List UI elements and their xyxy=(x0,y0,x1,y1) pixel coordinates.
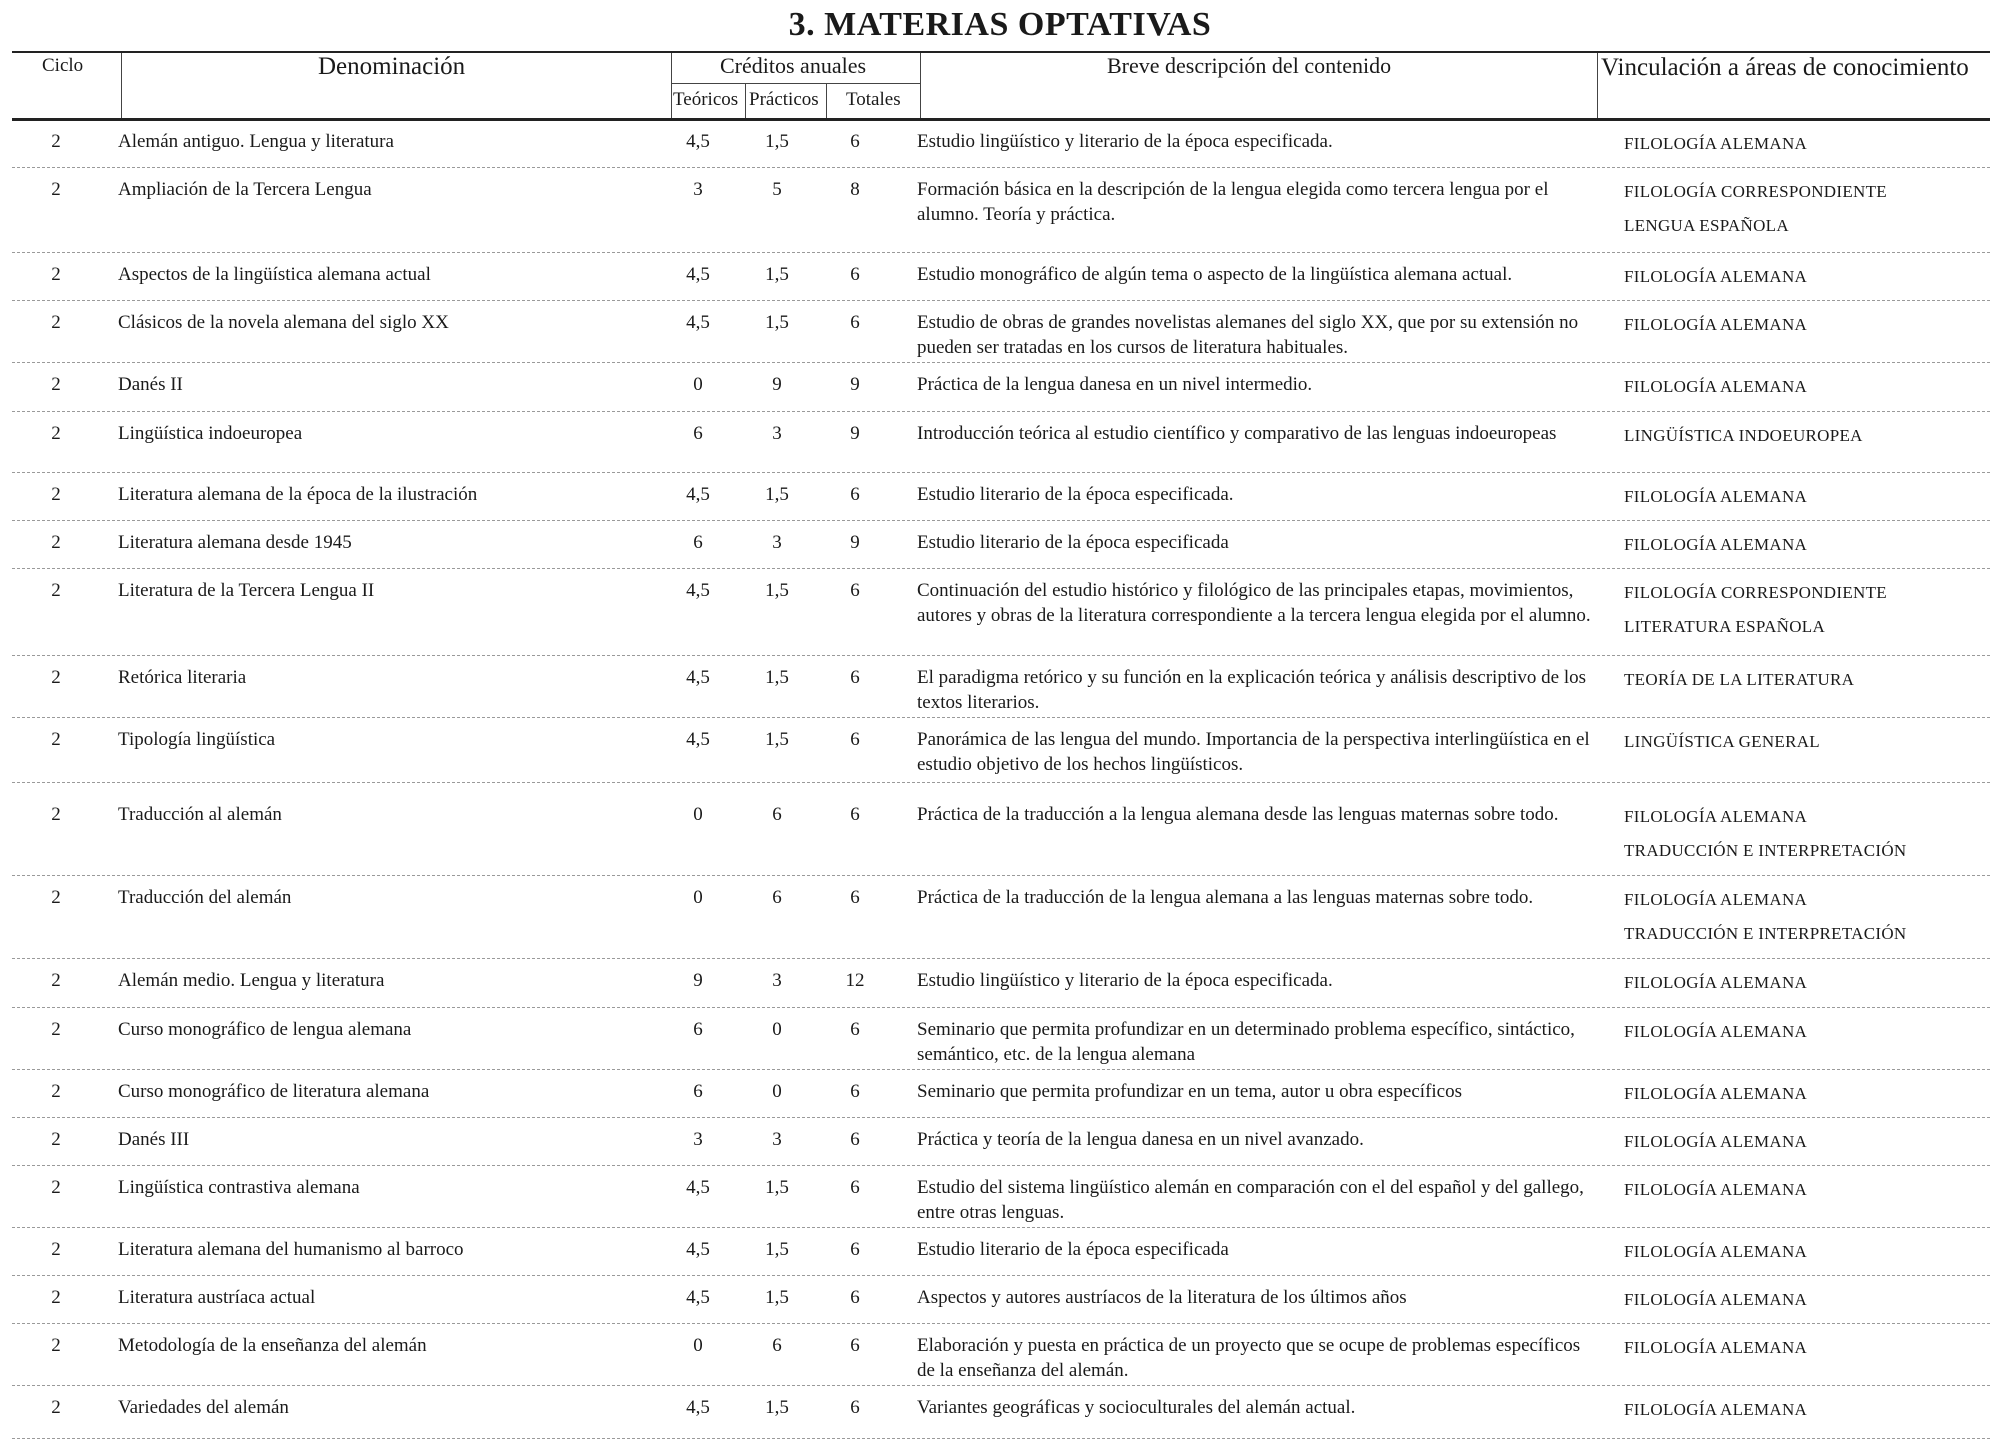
ciclo-cell: 2 xyxy=(51,804,61,825)
practicos-cell: 6 xyxy=(772,804,782,825)
header-divider xyxy=(121,53,122,118)
vinculacion-cell xyxy=(1624,260,1994,294)
header-vinculacion: Vinculación a áreas de conocimiento xyxy=(1601,54,1969,81)
descripcion-cell: Seminario que permita profundizar en un tema, autor u obra específicos xyxy=(917,1081,1462,1102)
descripcion-cell: El paradigma retórico y su función en la explicación teórica y análisis descriptivo de los textos literarios. xyxy=(917,667,1586,713)
totales-cell: 6 xyxy=(850,484,860,505)
header-divider xyxy=(1597,53,1598,118)
totales-cell: 6 xyxy=(850,131,860,152)
vinculacion-cell xyxy=(1624,1015,1994,1049)
vinculacion-cell xyxy=(1624,576,1994,644)
totales-cell: 6 xyxy=(850,1177,860,1198)
practicos-cell: 6 xyxy=(772,1335,782,1356)
area-label: LINGÜÍSTICA INDOEUROPEA xyxy=(1624,426,1863,445)
practicos-cell: 0 xyxy=(772,1019,782,1040)
area-label: FILOLOGÍA ALEMANA xyxy=(1624,1022,1808,1041)
denominacion-cell: Literatura de la Tercera Lengua II xyxy=(118,580,375,601)
practicos-cell: 1,5 xyxy=(765,312,789,333)
vinculacion-cell xyxy=(1624,800,1994,868)
totales-cell: 6 xyxy=(850,729,860,750)
area-label: LITERATURA ESPAÑOLA xyxy=(1624,617,1826,636)
area-label: FILOLOGÍA ALEMANA xyxy=(1624,1338,1808,1357)
row-separator xyxy=(12,252,1990,253)
descripcion-cell: Estudio literario de la época especificada xyxy=(917,532,1229,553)
area-label: FILOLOGÍA ALEMANA xyxy=(1624,487,1808,506)
area-label: TEORÍA DE LA LITERATURA xyxy=(1624,670,1855,689)
row-separator xyxy=(12,362,1990,363)
descripcion-cell: Panorámica de las lengua del mundo. Importancia de la perspectiva interlingüística en el estudio objetivo de los hechos lingüísticos. xyxy=(917,729,1590,775)
vinculacion-cell xyxy=(1624,966,1994,1000)
practicos-cell: 3 xyxy=(772,423,782,444)
denominacion-cell: Alemán medio. Lengua y literatura xyxy=(118,970,385,991)
totales-cell: 6 xyxy=(850,1239,860,1260)
row-separator xyxy=(12,1007,1990,1008)
teoricos-cell: 6 xyxy=(693,532,703,553)
practicos-cell: 1,5 xyxy=(765,1177,789,1198)
totales-cell: 6 xyxy=(850,1335,860,1356)
denominacion-cell: Traducción del alemán xyxy=(118,887,292,908)
row-separator xyxy=(12,520,1990,521)
teoricos-cell: 0 xyxy=(693,1335,703,1356)
row-separator xyxy=(12,958,1990,959)
totales-cell: 6 xyxy=(850,1397,860,1418)
row-separator xyxy=(12,717,1990,718)
ciclo-cell: 2 xyxy=(51,484,61,505)
totales-cell: 6 xyxy=(850,1019,860,1040)
practicos-cell: 5 xyxy=(772,179,782,200)
descripcion-cell: Estudio del sistema lingüístico alemán en comparación con el del español y del gallego, entre otras lenguas. xyxy=(917,1177,1584,1223)
ciclo-cell: 2 xyxy=(51,131,61,152)
row-separator xyxy=(12,1117,1990,1118)
denominacion-cell: Ampliación de la Tercera Lengua xyxy=(118,179,372,200)
descripcion-cell: Estudio lingüístico y literario de la época especificada. xyxy=(917,970,1333,991)
totales-cell: 6 xyxy=(850,667,860,688)
practicos-cell: 6 xyxy=(772,887,782,908)
totales-cell: 6 xyxy=(850,580,860,601)
teoricos-cell: 4,5 xyxy=(686,131,710,152)
header-denominacion: Denominación xyxy=(318,53,466,80)
vinculacion-cell xyxy=(1624,883,1994,951)
practicos-cell: 1,5 xyxy=(765,580,789,601)
row-separator xyxy=(12,568,1990,569)
vinculacion-cell xyxy=(1624,1077,1994,1111)
descripcion-cell: Seminario que permita profundizar en un determinado problema específico, sintáctico, semántico, etc. de la lengua alemana xyxy=(917,1019,1575,1065)
row-separator xyxy=(12,300,1990,301)
vinculacion-cell xyxy=(1624,370,1994,404)
vinculacion-cell xyxy=(1624,308,1994,342)
denominacion-cell: Lingüística contrastiva alemana xyxy=(118,1177,360,1198)
header-totales: Totales xyxy=(846,89,901,110)
totales-cell: 8 xyxy=(850,179,860,200)
teoricos-cell: 0 xyxy=(693,374,703,395)
header-ciclo: Ciclo xyxy=(42,55,84,76)
header-divider xyxy=(920,53,921,118)
area-label: FILOLOGÍA CORRESPONDIENTE xyxy=(1624,182,1887,201)
practicos-cell: 1,5 xyxy=(765,1239,789,1260)
ciclo-cell: 2 xyxy=(51,374,61,395)
row-separator xyxy=(12,655,1990,656)
row-separator xyxy=(12,1323,1990,1324)
descripcion-cell: Variantes geográficas y socioculturales del alemán actual. xyxy=(917,1397,1356,1418)
row-separator xyxy=(12,1275,1990,1276)
denominacion-cell: Danés III xyxy=(118,1129,190,1150)
ciclo-cell: 2 xyxy=(51,1177,61,1198)
teoricos-cell: 4,5 xyxy=(686,667,710,688)
vinculacion-cell xyxy=(1624,1283,1994,1317)
teoricos-cell: 4,5 xyxy=(686,484,710,505)
teoricos-cell: 6 xyxy=(693,423,703,444)
vinculacion-cell xyxy=(1624,528,1994,562)
teoricos-cell: 4,5 xyxy=(686,1397,710,1418)
area-label: FILOLOGÍA ALEMANA xyxy=(1624,535,1808,554)
row-separator xyxy=(12,1165,1990,1166)
totales-cell: 6 xyxy=(850,1081,860,1102)
totales-cell: 6 xyxy=(850,1287,860,1308)
teoricos-cell: 0 xyxy=(693,804,703,825)
totales-cell: 6 xyxy=(850,804,860,825)
vinculacion-cell xyxy=(1624,1393,1994,1427)
area-label: LENGUA ESPAÑOLA xyxy=(1624,216,1789,235)
teoricos-cell: 6 xyxy=(693,1019,703,1040)
teoricos-cell: 3 xyxy=(693,1129,703,1150)
descripcion-cell: Práctica de la lengua danesa en un nivel intermedio. xyxy=(917,374,1313,395)
header-teoricos: Teóricos xyxy=(673,89,739,110)
teoricos-cell: 9 xyxy=(693,970,703,991)
teoricos-cell: 4,5 xyxy=(686,729,710,750)
area-label: FILOLOGÍA ALEMANA xyxy=(1624,1242,1808,1261)
vinculacion-cell xyxy=(1624,1331,1994,1365)
ciclo-cell: 2 xyxy=(51,1287,61,1308)
area-label: FILOLOGÍA ALEMANA xyxy=(1624,1290,1808,1309)
descripcion-cell: Práctica de la traducción de la lengua alemana a las lenguas maternas sobre todo. xyxy=(917,887,1534,908)
ciclo-cell: 2 xyxy=(51,667,61,688)
ciclo-cell: 2 xyxy=(51,1019,61,1040)
area-label: FILOLOGÍA CORRESPONDIENTE xyxy=(1624,583,1887,602)
practicos-cell: 0 xyxy=(772,1081,782,1102)
denominacion-cell: Curso monográfico de literatura alemana xyxy=(118,1081,430,1102)
ciclo-cell: 2 xyxy=(51,887,61,908)
denominacion-cell: Danés II xyxy=(118,374,183,395)
teoricos-cell: 0 xyxy=(693,887,703,908)
ciclo-cell: 2 xyxy=(51,264,61,285)
denominacion-cell: Literatura alemana del humanismo al barroco xyxy=(118,1239,464,1260)
ciclo-cell: 2 xyxy=(51,532,61,553)
ciclo-cell: 2 xyxy=(51,1239,61,1260)
totales-cell: 6 xyxy=(850,312,860,333)
denominacion-cell: Alemán antiguo. Lengua y literatura xyxy=(118,131,394,152)
row-separator xyxy=(12,1385,1990,1386)
teoricos-cell: 4,5 xyxy=(686,580,710,601)
ciclo-cell: 2 xyxy=(51,729,61,750)
denominacion-cell: Literatura alemana de la época de la ilustración xyxy=(118,484,478,505)
page-title: 3. MATERIAS OPTATIVAS xyxy=(788,6,1212,43)
area-label: FILOLOGÍA ALEMANA xyxy=(1624,1400,1808,1419)
denominacion-cell: Tipología lingüística xyxy=(118,729,276,750)
vinculacion-cell xyxy=(1624,1125,1994,1159)
ciclo-cell: 2 xyxy=(51,179,61,200)
denominacion-cell: Clásicos de la novela alemana del siglo XX xyxy=(118,312,449,333)
ciclo-cell: 2 xyxy=(51,423,61,444)
vinculacion-cell xyxy=(1624,663,1994,697)
area-label: TRADUCCIÓN E INTERPRETACIÓN xyxy=(1624,841,1907,860)
header-divider xyxy=(671,53,672,118)
vinculacion-cell xyxy=(1624,1235,1994,1269)
practicos-cell: 1,5 xyxy=(765,484,789,505)
credits-subheader-rule xyxy=(671,83,920,84)
vinculacion-cell xyxy=(1624,1173,1994,1207)
teoricos-cell: 6 xyxy=(693,1081,703,1102)
area-label: FILOLOGÍA ALEMANA xyxy=(1624,134,1808,153)
vinculacion-cell xyxy=(1624,127,1994,161)
teoricos-cell: 4,5 xyxy=(686,1239,710,1260)
descripcion-cell: Práctica de la traducción a la lengua alemana desde las lenguas maternas sobre todo. xyxy=(917,804,1559,825)
denominacion-cell: Retórica literaria xyxy=(118,667,247,688)
vinculacion-cell xyxy=(1624,725,1994,759)
practicos-cell: 3 xyxy=(772,532,782,553)
denominacion-cell: Literatura alemana desde 1945 xyxy=(118,532,352,553)
descripcion-cell: Continuación del estudio histórico y filológico de las principales etapas, movimientos, autores y obras de la literatura correspondiente a la tercera lengua elegida por el alumno. xyxy=(917,580,1591,626)
header-descripcion: Breve descripción del contenido xyxy=(1107,53,1392,78)
ciclo-cell: 2 xyxy=(51,1335,61,1356)
totales-cell: 9 xyxy=(850,532,860,553)
teoricos-cell: 4,5 xyxy=(686,1287,710,1308)
totales-cell: 9 xyxy=(850,374,860,395)
totales-cell: 6 xyxy=(850,1129,860,1150)
teoricos-cell: 3 xyxy=(693,179,703,200)
teoricos-cell: 4,5 xyxy=(686,264,710,285)
area-label: FILOLOGÍA ALEMANA xyxy=(1624,807,1808,826)
header-bottom-rule xyxy=(12,118,1990,121)
area-label: FILOLOGÍA ALEMANA xyxy=(1624,315,1808,334)
denominacion-cell: Literatura austríaca actual xyxy=(118,1287,316,1308)
row-separator xyxy=(12,875,1990,876)
area-label: FILOLOGÍA ALEMANA xyxy=(1624,1084,1808,1103)
practicos-cell: 1,5 xyxy=(765,131,789,152)
descripcion-cell: Introducción teórica al estudio científico y comparativo de las lenguas indoeuropeas xyxy=(917,423,1557,444)
area-label: FILOLOGÍA ALEMANA xyxy=(1624,1180,1808,1199)
totales-cell: 6 xyxy=(850,887,860,908)
ciclo-cell: 2 xyxy=(51,580,61,601)
ciclo-cell: 2 xyxy=(51,1081,61,1102)
area-label: FILOLOGÍA ALEMANA xyxy=(1624,377,1808,396)
ciclo-cell: 2 xyxy=(51,970,61,991)
descripcion-cell: Formación básica en la descripción de la lengua elegida como tercera lengua por el alumno. Teoría y práctica. xyxy=(917,179,1549,225)
denominacion-cell: Lingüística indoeuropea xyxy=(118,423,303,444)
totales-cell: 9 xyxy=(850,423,860,444)
descripcion-cell: Práctica y teoría de la lengua danesa en un nivel avanzado. xyxy=(917,1129,1364,1150)
teoricos-cell: 4,5 xyxy=(686,312,710,333)
area-label: FILOLOGÍA ALEMANA xyxy=(1624,973,1808,992)
totales-cell: 12 xyxy=(845,970,865,991)
header-divider xyxy=(826,84,827,118)
area-label: FILOLOGÍA ALEMANA xyxy=(1624,267,1808,286)
teoricos-cell: 4,5 xyxy=(686,1177,710,1198)
practicos-cell: 1,5 xyxy=(765,1287,789,1308)
header-top-rule xyxy=(12,51,1990,53)
header-creditos: Créditos anuales xyxy=(720,53,867,78)
row-separator xyxy=(12,167,1990,168)
header-divider xyxy=(745,84,746,118)
area-label: TRADUCCIÓN E INTERPRETACIÓN xyxy=(1624,924,1907,943)
descripcion-cell: Estudio lingüístico y literario de la época especificada. xyxy=(917,131,1333,152)
descripcion-cell: Estudio monográfico de algún tema o aspecto de la lingüística alemana actual. xyxy=(917,264,1513,285)
denominacion-cell: Variedades del alemán xyxy=(118,1397,289,1418)
area-label: FILOLOGÍA ALEMANA xyxy=(1624,1132,1808,1151)
practicos-cell: 3 xyxy=(772,970,782,991)
denominacion-cell: Curso monográfico de lengua alemana xyxy=(118,1019,412,1040)
denominacion-cell: Metodología de la enseñanza del alemán xyxy=(118,1335,427,1356)
totales-cell: 6 xyxy=(850,264,860,285)
row-separator xyxy=(12,782,1990,783)
practicos-cell: 1,5 xyxy=(765,729,789,750)
row-separator xyxy=(12,472,1990,473)
vinculacion-cell xyxy=(1624,419,1994,453)
denominacion-cell: Aspectos de la lingüística alemana actual xyxy=(118,264,431,285)
ciclo-cell: 2 xyxy=(51,312,61,333)
row-separator xyxy=(12,1069,1990,1070)
practicos-cell: 1,5 xyxy=(765,1397,789,1418)
row-separator xyxy=(12,1227,1990,1228)
descripcion-cell: Elaboración y puesta en práctica de un proyecto que se ocupe de problemas específicos de la enseñanza del alemán. xyxy=(917,1335,1581,1381)
row-separator xyxy=(12,411,1990,412)
area-label: LINGÜÍSTICA GENERAL xyxy=(1624,732,1820,751)
descripcion-cell: Estudio literario de la época especificada. xyxy=(917,484,1234,505)
descripcion-cell: Aspectos y autores austríacos de la literatura de los últimos años xyxy=(917,1287,1407,1308)
header-practicos: Prácticos xyxy=(749,89,819,110)
vinculacion-cell xyxy=(1624,175,1994,243)
area-label: FILOLOGÍA ALEMANA xyxy=(1624,890,1808,909)
practicos-cell: 1,5 xyxy=(765,667,789,688)
practicos-cell: 9 xyxy=(772,374,782,395)
vinculacion-cell xyxy=(1624,480,1994,514)
practicos-cell: 3 xyxy=(772,1129,782,1150)
ciclo-cell: 2 xyxy=(51,1129,61,1150)
descripcion-cell: Estudio literario de la época especificada xyxy=(917,1239,1229,1260)
descripcion-cell: Estudio de obras de grandes novelistas alemanes del siglo XX, que por su extensión no pueden ser tratadas en los cursos de literatura habituales. xyxy=(917,312,1579,358)
row-separator xyxy=(12,1438,1990,1439)
denominacion-cell: Traducción al alemán xyxy=(118,804,282,825)
practicos-cell: 1,5 xyxy=(765,264,789,285)
ciclo-cell: 2 xyxy=(51,1397,61,1418)
